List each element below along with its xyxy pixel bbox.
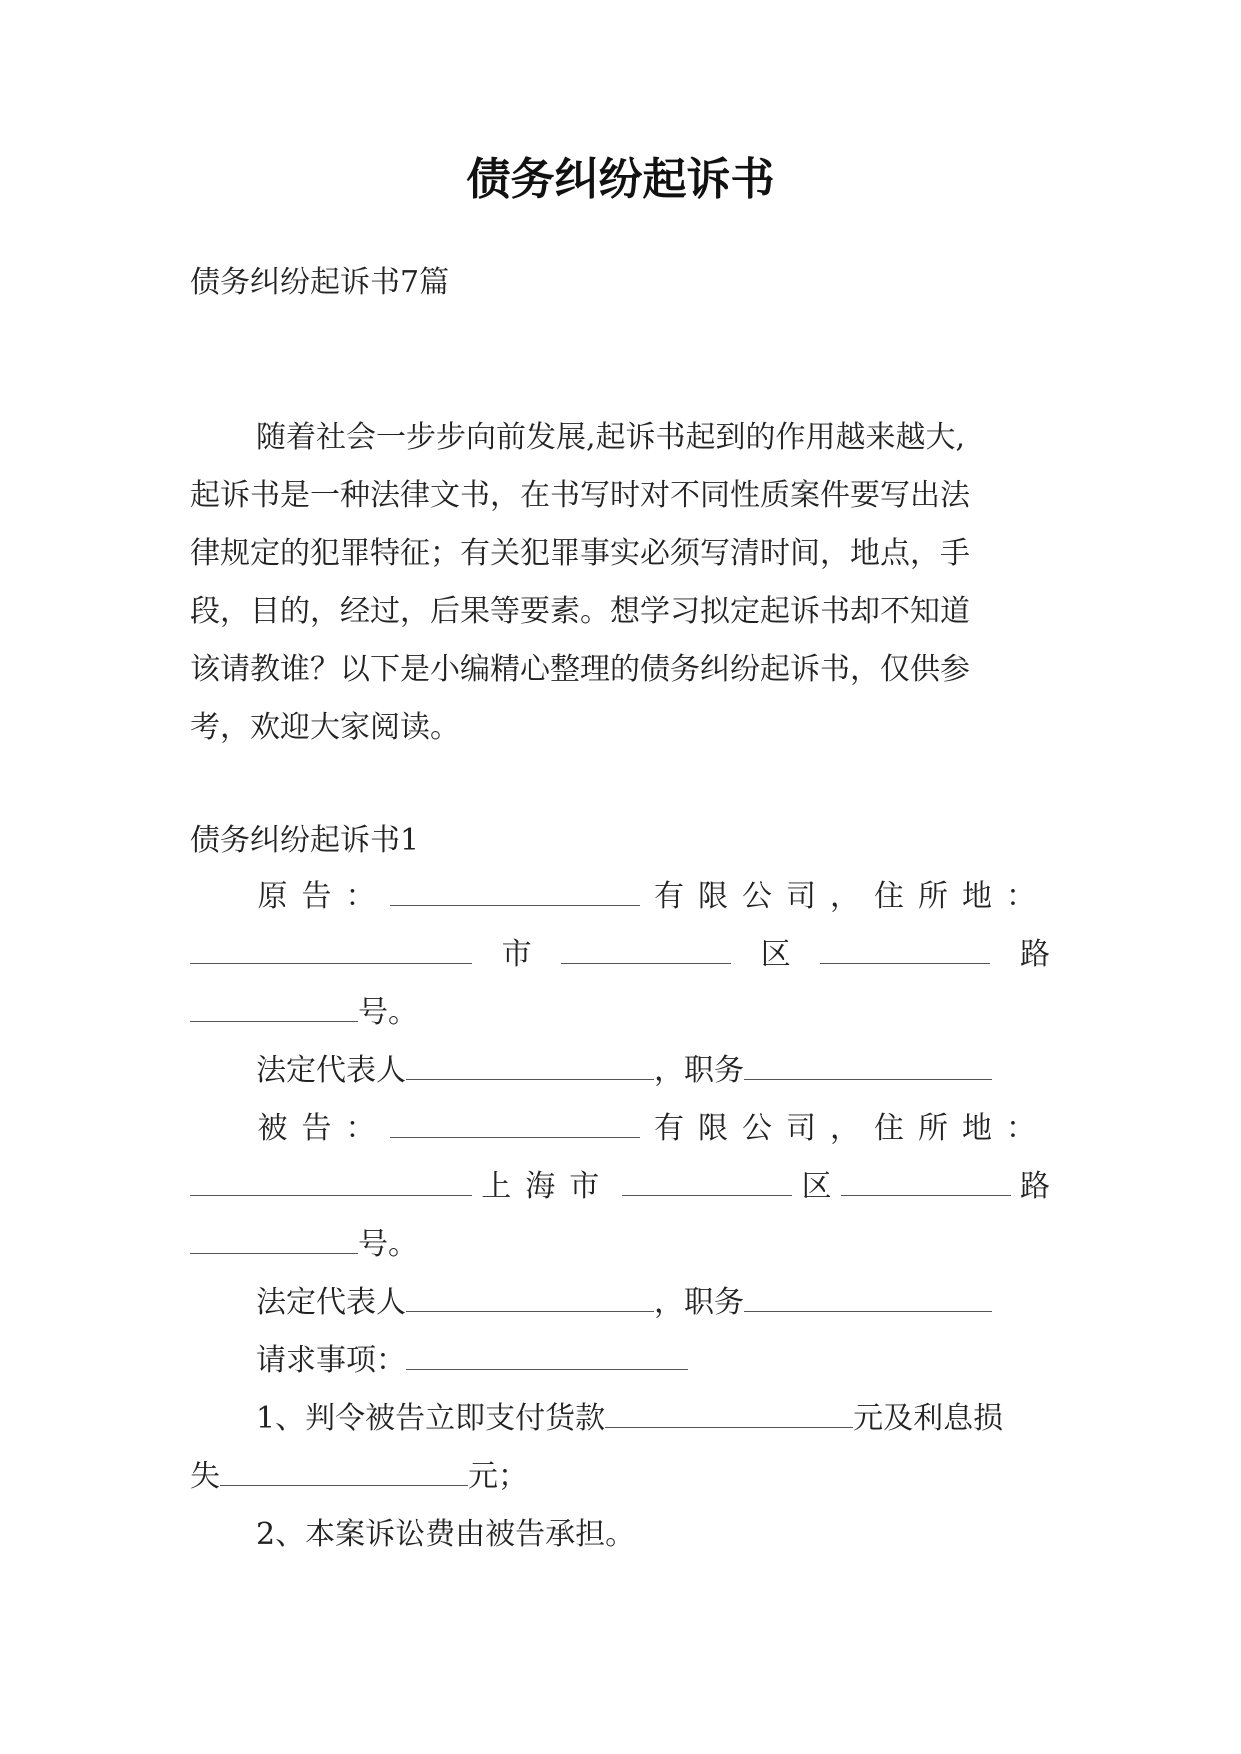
defendant-rep-line <box>190 1274 1050 1332</box>
document-title: 债务纠纷起诉书 <box>466 154 775 205</box>
intro-line: 律规定的犯罪特征；有关犯罪事实必须写清时间，地点，手 <box>190 536 970 571</box>
plaintiff-road: 路 <box>1019 937 1050 972</box>
defendant-company-blank <box>390 1103 640 1138</box>
defendant-address-blank <box>190 1161 472 1196</box>
defendant-district-blank <box>841 1161 1011 1196</box>
plaintiff-rep-line <box>190 1042 1050 1100</box>
plaintiff-city: 市 <box>501 937 532 972</box>
claims-line <box>190 1332 1050 1390</box>
defendant-city-blank <box>622 1161 792 1196</box>
claim-item-1 <box>190 1390 1050 1448</box>
defendant-city: 上海市 <box>481 1169 614 1204</box>
defendant-road: 路 <box>1020 1169 1051 1204</box>
defendant-position-label: ，职务 <box>654 1285 744 1320</box>
plaintiff-address-blank <box>190 929 472 964</box>
intro-paragraph <box>190 409 1050 757</box>
plaintiff-rep-blank <box>406 1045 654 1080</box>
plaintiff-position-label: ，职务 <box>654 1053 744 1088</box>
plaintiff-number-blank <box>190 987 358 1022</box>
plaintiff-district: 区 <box>760 937 791 972</box>
plaintiff-address-line <box>190 926 1050 984</box>
intro-line: 起诉书是一种法律文书，在书写时对不同性质案件要写出法 <box>190 478 970 513</box>
plaintiff-company-suffix: 有限公司，住所地： <box>654 879 1050 914</box>
plaintiff-line <box>190 868 1050 926</box>
plaintiff-label: 原告： <box>257 879 390 914</box>
claims-label: 请求事项： <box>256 1343 406 1378</box>
section-heading: 债务纠纷起诉书1 <box>190 823 420 858</box>
claim-item-2-text: 2、本案诉讼费由被告承担。 <box>256 1517 636 1552</box>
defendant-address-line <box>190 1158 1050 1216</box>
claim-item-1-amount-blank <box>605 1393 853 1428</box>
defendant-number: 号。 <box>358 1227 418 1262</box>
plaintiff-number: 号。 <box>358 995 418 1030</box>
intro-line: 随着社会一步步向前发展,起诉书起到的作用越来越大, <box>256 420 966 455</box>
plaintiff-city-blank <box>561 929 731 964</box>
plaintiff-company-blank <box>390 871 640 906</box>
defendant-position-blank <box>744 1277 992 1312</box>
defendant-company-suffix: 有限公司，住所地： <box>654 1111 1050 1146</box>
defendant-number-line <box>190 1216 1050 1274</box>
document-subtitle: 债务纠纷起诉书7篇 <box>190 265 450 300</box>
defendant-label: 被告： <box>257 1111 390 1146</box>
intro-line: 该请教谁？以下是小编精心整理的债务纠纷起诉书，仅供参 <box>190 652 970 687</box>
claim-item-1-line2-prefix: 失 <box>190 1459 220 1494</box>
claim-item-1-line2-suffix: 元； <box>468 1459 528 1494</box>
defendant-rep-label: 法定代表人 <box>256 1285 406 1320</box>
claim-item-1-interest-blank <box>220 1451 468 1486</box>
plaintiff-number-line <box>190 984 1050 1042</box>
defendant-district: 区 <box>801 1169 832 1204</box>
defendant-line <box>190 1100 1050 1158</box>
claims-blank <box>406 1335 688 1370</box>
claim-item-1-prefix: 1、判令被告立即支付货款 <box>256 1401 606 1436</box>
claim-item-2 <box>190 1506 1050 1564</box>
claim-item-1-continued <box>190 1448 1050 1506</box>
defendant-rep-blank <box>406 1277 654 1312</box>
plaintiff-district-blank <box>820 929 990 964</box>
defendant-number-blank <box>190 1219 358 1254</box>
intro-line: 考，欢迎大家阅读。 <box>190 710 460 745</box>
plaintiff-rep-label: 法定代表人 <box>256 1053 406 1088</box>
intro-line: 段，目的，经过，后果等要素。想学习拟定起诉书却不知道 <box>190 594 970 629</box>
plaintiff-position-blank <box>744 1045 992 1080</box>
claim-item-1-suffix: 元及利息损 <box>853 1401 1004 1436</box>
